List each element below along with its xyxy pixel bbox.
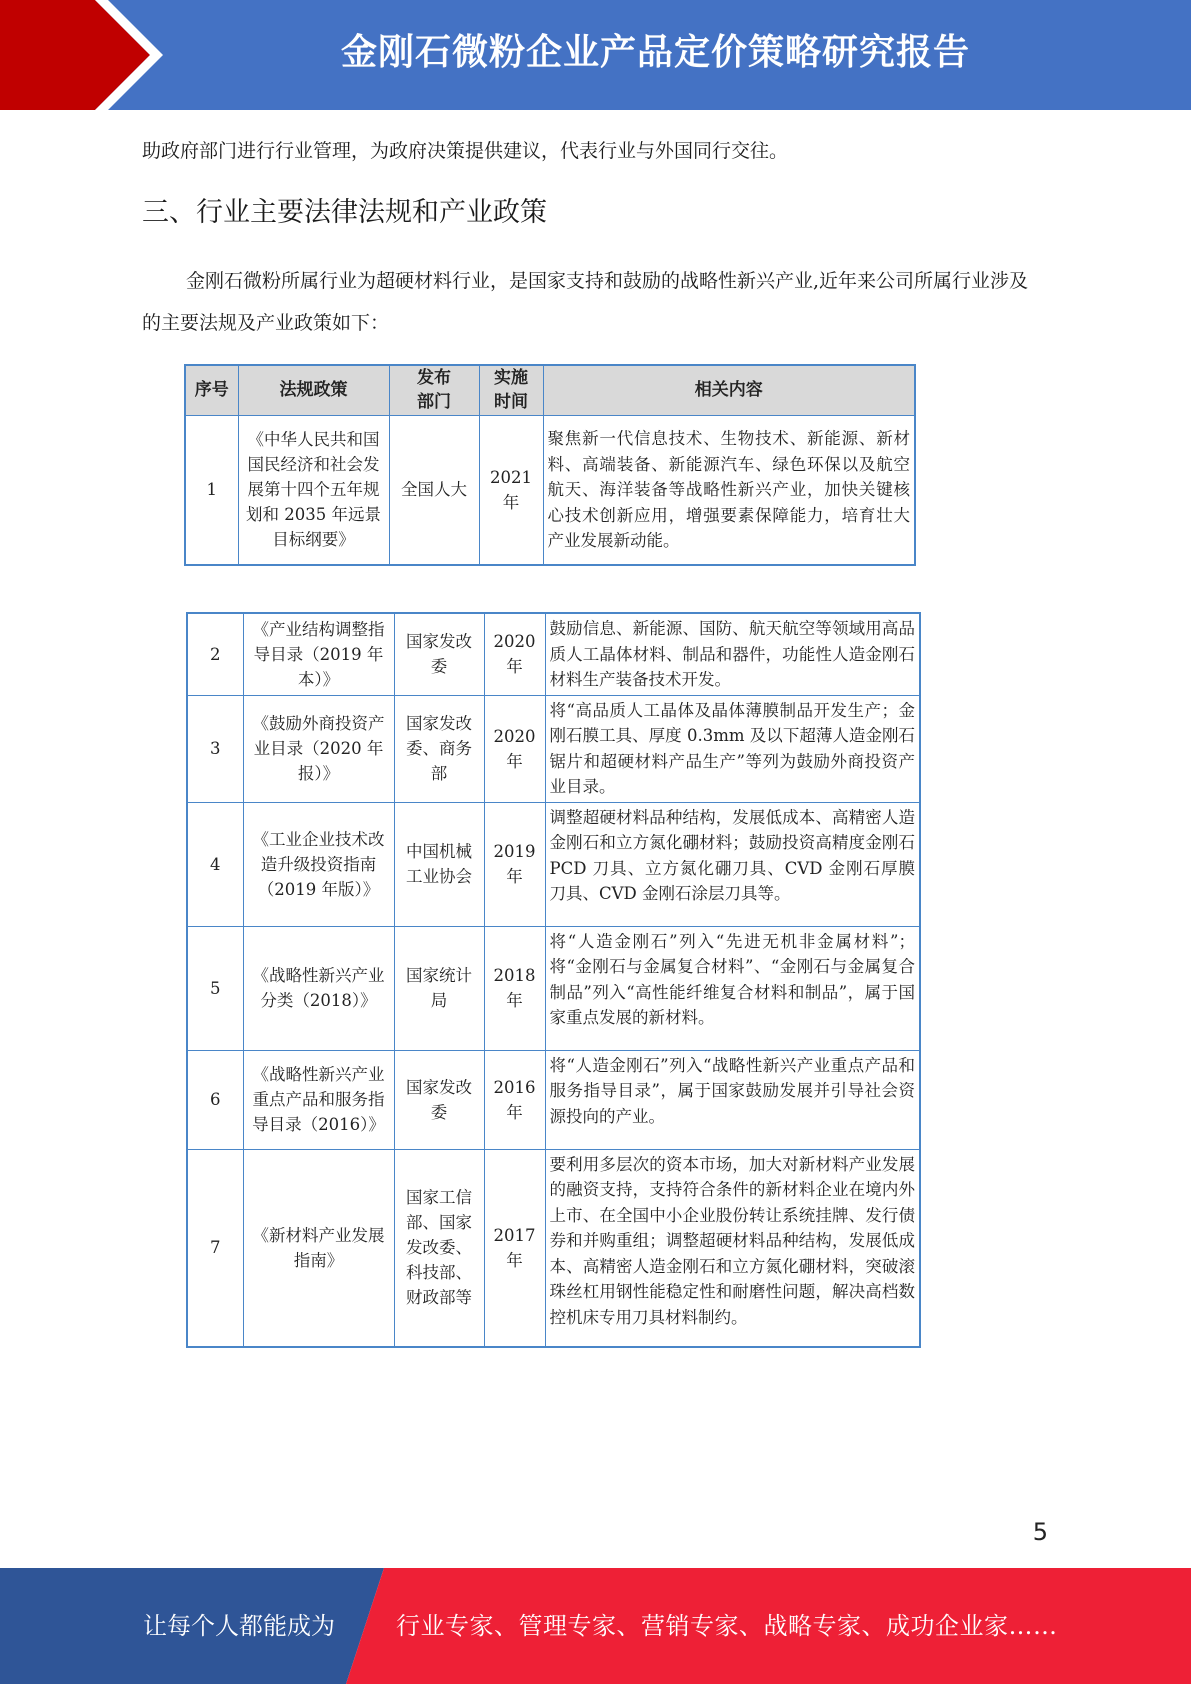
row-no: 7: [187, 1149, 243, 1347]
row-dept: 中国机械工业协会: [394, 802, 484, 926]
row-dept: 国家统计局: [394, 926, 484, 1050]
row-no: 1: [185, 415, 238, 565]
row-policy: 《鼓励外商投资产业目录（2020 年报）》: [243, 695, 394, 802]
row-date: 2020 年: [484, 613, 545, 695]
col-header-date: 实施时间: [479, 365, 543, 415]
col-header-no: 序号: [185, 365, 238, 415]
row-policy: 《新材料产业发展指南》: [243, 1149, 394, 1347]
row-policy: 《工业企业技术改造升级投资指南（2019 年版）》: [243, 802, 394, 926]
page-header: [0, 0, 1191, 110]
policy-table-part-1: [184, 364, 916, 566]
report-title: 金刚石微粉企业产品定价策略研究报告: [340, 32, 970, 73]
table-header-row: [185, 365, 915, 415]
col-header-content: 相关内容: [543, 365, 915, 415]
table-row: [187, 926, 920, 1050]
row-dept: 国家工信部、国家发改委、科技部、财政部等: [394, 1149, 484, 1347]
table-row: [187, 613, 920, 695]
row-dept: 国家发改委: [394, 613, 484, 695]
row-date: 2017 年: [484, 1149, 545, 1347]
row-no: 6: [187, 1050, 243, 1149]
page-number: 5: [1032, 1518, 1048, 1546]
table-row: [187, 695, 920, 802]
row-content: 调整超硬材料品种结构，发展低成本、高精密人造金刚石和立方氮化硼材料；鼓励投资高精度金刚石 PCD 刀具、立方氮化硼刀具、CVD 金刚石厚膜刀具、CVD 金刚石涂层刀具等。: [545, 802, 920, 926]
row-content: 将“人造金刚石”列入“先进无机非金属材料”；将“金刚石与金属复合材料”、“金刚石与金属复合制品”列入“高性能纤维复合材料和制品”，属于国家重点发展的新材料。: [545, 926, 920, 1050]
row-content: 鼓励信息、新能源、国防、航天航空等领域用高品质人工晶体材料、制品和器件，功能性人造金刚石材料生产装备技术开发。: [545, 613, 920, 695]
footer-slogan-right: 行业专家、管理专家、营销专家、战略专家、成功企业家……: [396, 1612, 1058, 1640]
row-policy: 《战略性新兴产业重点产品和服务指导目录（2016）》: [243, 1050, 394, 1149]
row-date: 2018 年: [484, 926, 545, 1050]
table-row: [187, 1050, 920, 1149]
row-policy: 《产业结构调整指导目录（2019 年本）》: [243, 613, 394, 695]
row-date: 2016 年: [484, 1050, 545, 1149]
row-date: 2019 年: [484, 802, 545, 926]
page-footer: [0, 1568, 1191, 1684]
paragraph-policy-intro: 金刚石微粉所属行业为超硬材料行业，是国家支持和鼓励的战略性新兴产业,近年来公司所属行业涉及的主要法规及产业政策如下：: [142, 270, 1029, 334]
row-no: 4: [187, 802, 243, 926]
row-policy: 《中华人民共和国国民经济和社会发展第十四个五年规划和 2035 年远景目标纲要》: [238, 415, 389, 565]
row-no: 5: [187, 926, 243, 1050]
col-header-dept: 发布部门: [389, 365, 479, 415]
table-row: [185, 415, 915, 565]
row-date: 2021 年: [479, 415, 543, 565]
paragraph-intro: 助政府部门进行行业管理，为政府决策提供建议，代表行业与外国同行交往。: [142, 140, 789, 162]
footer-slogan-left: 让每个人都能成为: [143, 1612, 335, 1640]
col-header-policy: 法规政策: [238, 365, 389, 415]
row-content: 要利用多层次的资本市场，加大对新材料产业发展的融资支持，支持符合条件的新材料企业在境内外上市、在全国中小企业股份转让系统挂牌、发行债券和并购重组；调整超硬材料品种结构，发展低成本、高精密人造金刚石和立方氮化硼材料，突破滚珠丝杠用钢性能稳定性和耐磨性问题，解决高档数控机床专用刀具材料制约。: [545, 1149, 920, 1347]
table-row: [187, 1149, 920, 1347]
section-heading: 三、行业主要法律法规和产业政策: [142, 197, 547, 228]
row-no: 2: [187, 613, 243, 695]
row-content: 聚焦新一代信息技术、生物技术、新能源、新材料、高端装备、新能源汽车、绿色环保以及航空航天、海洋装备等战略性新兴产业，加快关键核心技术创新应用，增强要素保障能力，培育壮大产业发展新动能。: [543, 415, 915, 565]
row-content: 将“高品质人工晶体及晶体薄膜制品开发生产；金刚石膜工具、厚度 0.3mm 及以下超薄人造金刚石锯片和超硬材料产品生产”等列为鼓励外商投资产业目录。: [545, 695, 920, 802]
row-content: 将“人造金刚石”列入“战略性新兴产业重点产品和服务指导目录”，属于国家鼓励发展并引导社会资源投向的产业。: [545, 1050, 920, 1149]
row-policy: 《战略性新兴产业分类（2018）》: [243, 926, 394, 1050]
row-dept: 国家发改委: [394, 1050, 484, 1149]
policy-table-part-2: [186, 612, 921, 1348]
row-dept: 国家发改委、商务部: [394, 695, 484, 802]
row-no: 3: [187, 695, 243, 802]
row-dept: 全国人大: [389, 415, 479, 565]
table-row: [187, 802, 920, 926]
row-date: 2020 年: [484, 695, 545, 802]
